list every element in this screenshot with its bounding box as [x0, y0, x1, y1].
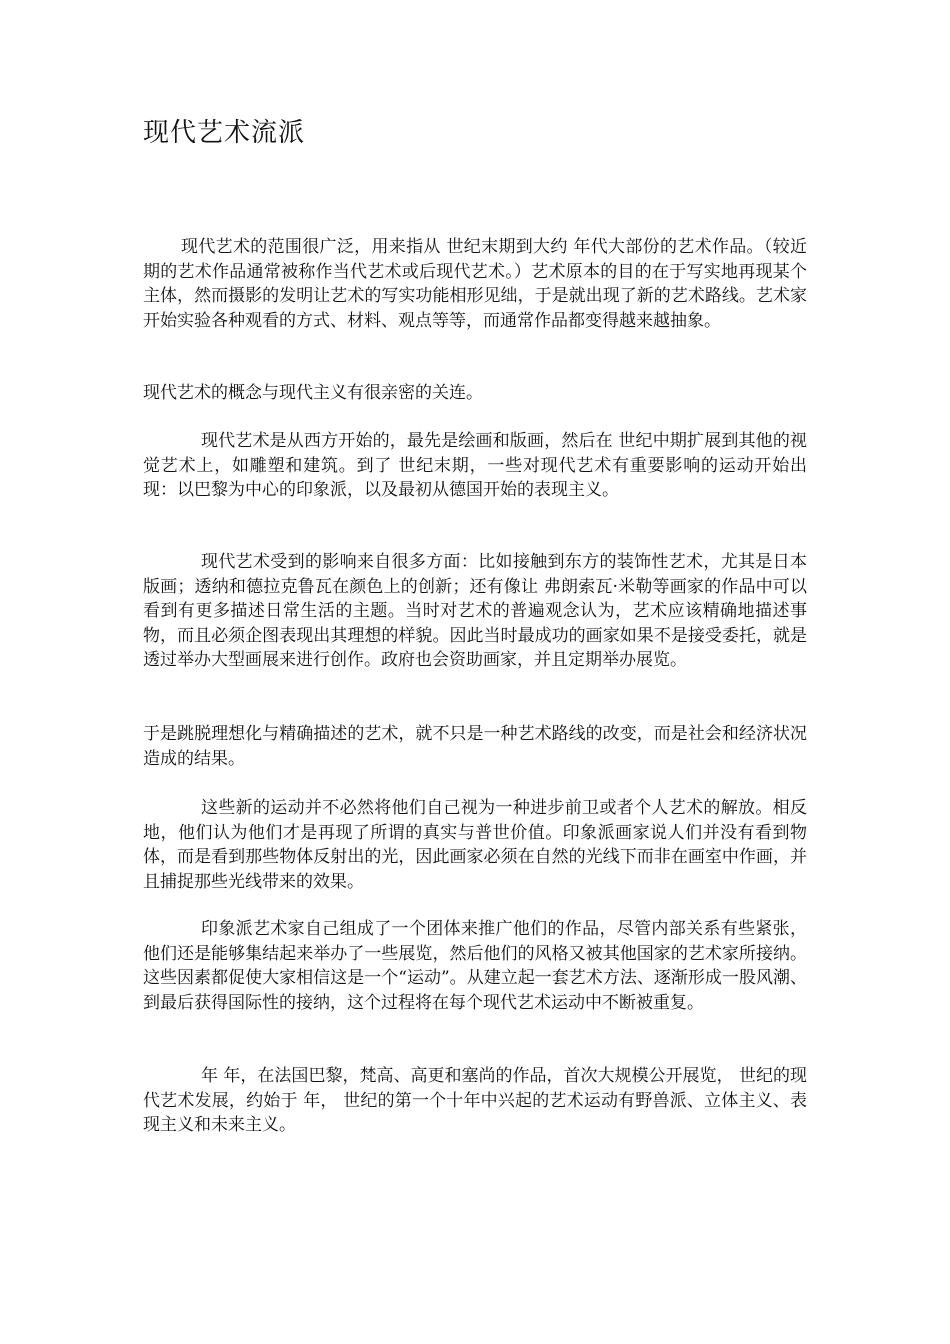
paragraph-exhibition-history: 年 年，在法国巴黎，梵高、高更和塞尚的作品，首次大规模公开展览， 世纪的现代艺术发展，约始于 年， 世纪的第一个十年中兴起的艺术运动有野兽派、立体主义、表现主义和未来主义。 [143, 1066, 807, 1135]
paragraph-influences: 现代艺术受到的影响来自很多方面：比如接触到东方的装饰性艺术，尤其是日本版画；透纳和德拉克鲁瓦在颜色上的创新；还有像让 弗朗索瓦·米勒等画家的作品中可以看到有更多描述日常生活的主题。当时对艺术的普遍观念认为，艺术应该精确地描述事物，而且必须企图表现出其理想的样貌。因此当时最成功的画家如果不是接受委托，就是透过举办大型画展来进行创作。政府也会资助画家，并且定期举办展览。 [143, 552, 807, 670]
paragraph-new-movements: 这些新的运动并不必然将他们自己视为一种进步前卫或者个人艺术的解放。相反地，他们认为他们才是再现了所谓的真实与普世价值。印象派画家说人们并没有看到物体，而是看到那些物体反射出的光，因此画家必须在自然的光线下而非在画室中作画，并且捕捉那些光线带来的效果。 [143, 798, 807, 892]
paragraph-social-change: 于是跳脱理想化与精确描述的艺术，就不只是一种艺术路线的改变，而是社会和经济状况造成的结果。 [143, 724, 807, 769]
paragraph-impressionist-group: 印象派艺术家自己组成了一个团体来推广他们的作品，尽管内部关系有些紧张，他们还是能够集结起来举办了一些展览，然后他们的风格又被其他国家的艺术家所接纳。这些因素都促使大家相信这是一个“运动”。从建立起一套艺术方法、逐渐形成一股风潮、到最后获得国际性的接纳，这个过程将在每个现代艺术运动中不断被重复。 [143, 919, 807, 1013]
paragraph-intro: 现代艺术的范围很广泛，用来指从 世纪末期到大约 年代大部份的艺术作品。（较近期的艺术作品通常被称作当代艺术或后现代艺术。）艺术原本的目的在于写实地再现某个主体，然而摄影的发明让艺术的写实功能相形见绌，于是就出现了新的艺术路线。艺术家开始实验各种观看的方式、材料、观点等等，而通常作品都变得越来越抽象。 [143, 237, 807, 331]
document-title: 现代艺术流派 [143, 118, 306, 148]
paragraph-western-origin: 现代艺术是从西方开始的，最先是绘画和版画，然后在 世纪中期扩展到其他的视觉艺术上，如雕塑和建筑。到了 世纪末期，一些对现代艺术有重要影响的运动开始出现：以巴黎为中心的印象派，以及最初从德国开始的表现主义。 [143, 431, 807, 500]
paragraph-modernism-relation: 现代艺术的概念与现代主义有很亲密的关连。 [143, 383, 483, 403]
